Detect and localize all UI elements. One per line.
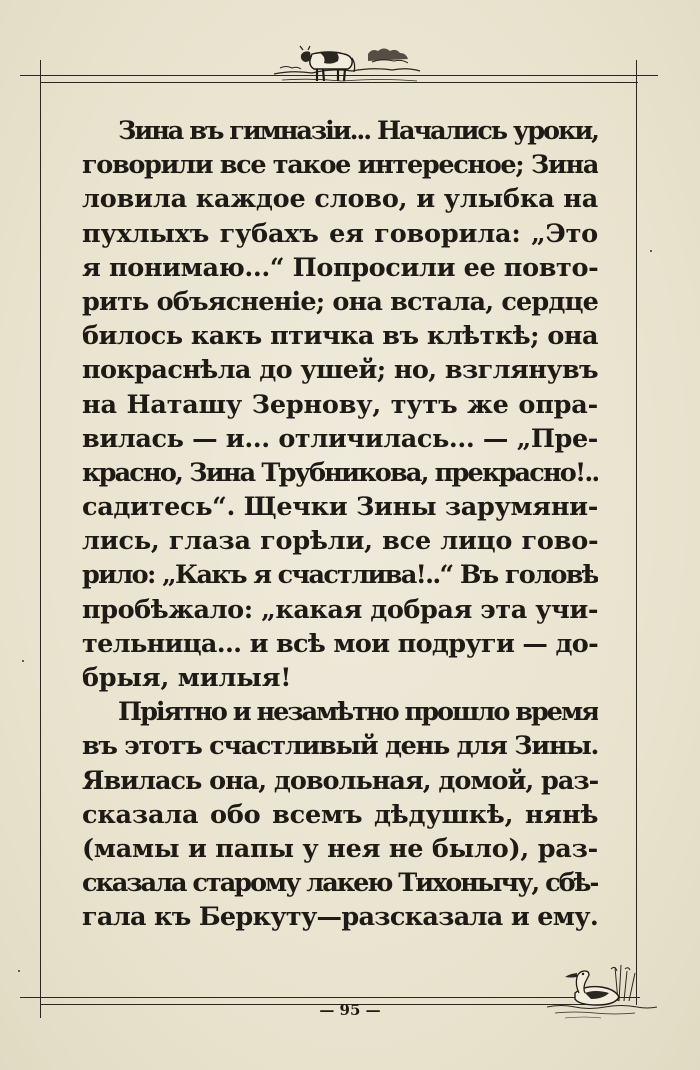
text-line: (мамы и папы у нея не было), раз- [82, 833, 598, 864]
frame-left-rule [40, 60, 41, 1018]
cow-vignette-icon [272, 40, 422, 90]
text-line: рить объясненіе; она встала, сердце [82, 286, 598, 317]
text-line: рило: „Какъ я счастлива!..“ Въ головѣ [82, 560, 598, 591]
text-line: говорили все такое интересное; Зина [82, 150, 598, 181]
frame-right-rule [636, 60, 637, 1005]
body-text [82, 114, 598, 935]
text-line: сказала старому лакею Тихонычу, сбѣ- [82, 868, 598, 899]
print-speck [22, 660, 24, 662]
text-line: брыя, милыя! [82, 663, 292, 693]
print-speck [650, 250, 652, 252]
text-line: билось какъ птичка въ клѣткѣ; она [82, 321, 598, 352]
text-line: тельница... и всѣ мои подруги — до- [82, 628, 598, 659]
text-line: садитесь“. Щечки Зины зарумяни- [82, 492, 598, 523]
text-line: лись, глаза горѣли, все лицо гово- [82, 526, 598, 557]
text-line: ловила каждое слово, и улыбка на [82, 184, 598, 215]
text-line: красно, Зина Трубникова, прекрасно!.. [82, 457, 598, 488]
text-line: покраснѣла до ушей; но, взглянувъ [82, 355, 598, 386]
text-line: Зина въ гимназіи... Начались уроки, [118, 116, 598, 146]
text-line: пробѣжало: „какая добрая эта учи- [82, 594, 598, 625]
text-line: Явилась она, довольная, домой, раз- [82, 765, 598, 796]
text-line: въ этотъ счастливый день для Зины. [82, 731, 598, 762]
page-number: — 95 — [319, 1001, 381, 1019]
text-line: вилась — и... отличилась... — „Пре- [82, 423, 598, 454]
duck-vignette-icon [545, 965, 660, 1023]
print-speck [18, 970, 20, 972]
text-line: сказала обо всемъ дѣдушкѣ, нянѣ [82, 799, 598, 830]
text-line: пухлыхъ губахъ ея говорила: „Это [82, 218, 598, 249]
text-line: Пріятно и незамѣтно прошло время [118, 697, 598, 728]
text-line: гала къ Беркуту—разсказала и ему. [82, 902, 598, 933]
text-line: я понимаю...“ Попросили ее повто- [82, 252, 598, 283]
text-line: на Наташу Зернову, тутъ же опра- [82, 389, 598, 420]
